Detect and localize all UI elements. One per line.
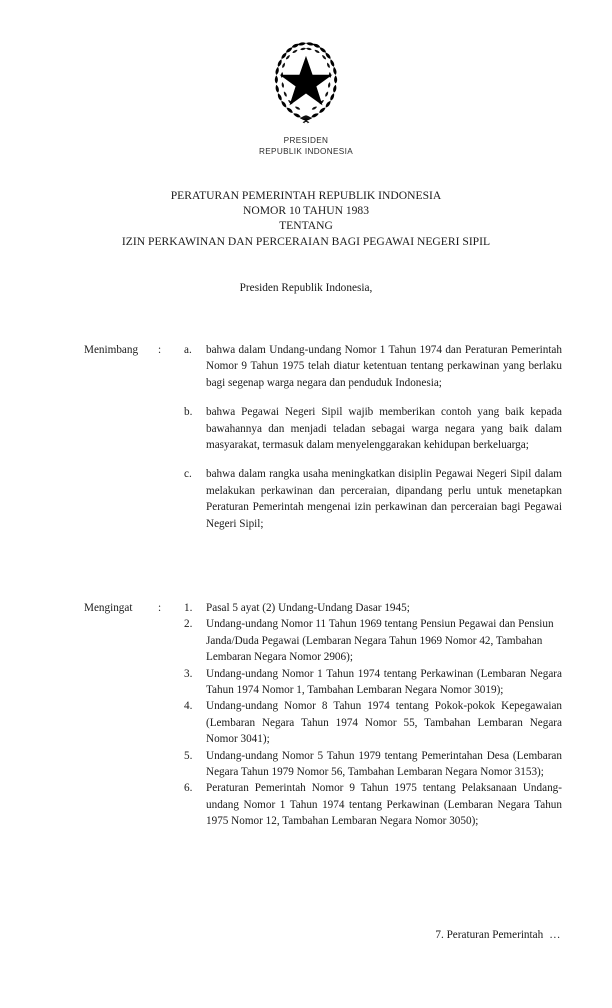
presidential-seal-icon: [263, 38, 349, 128]
clause-text: Undang-undang Nomor 11 Tahun 1969 tentang Pensiun Pegawai dan Pensiun Janda/Duda Pegawai (Lembaran Negara Tahun 1969 Nomor 42, Tambahan Lembaran Negara Nomor 2906);: [206, 618, 554, 664]
mengingat-colon: :: [158, 602, 162, 614]
clause-marker: 5.: [184, 749, 193, 762]
clause-text: Undang-undang Nomor 5 Tahun 1979 tentang Pemerintahan Desa (Lembaran Negara Tahun 1979 Nomor 56, Tambahan Lembaran Negara Nomor 3153);: [206, 749, 562, 779]
clause-text: Pasal 5 ayat (2) Undang-Undang Dasar 1945;: [206, 602, 410, 614]
section-menimbang: [84, 342, 562, 532]
title-line-regulation: PERATURAN PEMERINTAH REPUBLIK INDONESIA: [170, 189, 442, 202]
catchword-ellipsis: …: [549, 929, 562, 941]
clause-text: bahwa dalam rangka usaha meningkatkan disiplin Pegawai Negeri Sipil dalam melakukan perkawinan dan perceraian, dipandang perlu untuk menetapkan Peraturan Pemerintah mengenai izin perkawinan dan perceraian bagi Pegawai Negeri Sipil;: [206, 468, 562, 530]
emblem-caption-line2: REPUBLIK INDONESIA: [258, 147, 354, 156]
clause-marker: 1.: [184, 602, 193, 614]
opening-line: Presiden Republik Indonesia,: [239, 282, 373, 294]
mengingat-label: Mengingat: [84, 602, 133, 614]
clause-marker: c.: [184, 468, 192, 481]
document-title: [0, 188, 612, 249]
title-line-tentang: TENTANG: [279, 219, 333, 233]
masthead: [0, 38, 612, 157]
list-item: [184, 780, 562, 829]
menimbang-label: Menimbang: [84, 344, 139, 356]
list-item: [184, 600, 562, 616]
list-item: [184, 342, 562, 391]
clause-text: Peraturan Pemerintah Nomor 9 Tahun 1975 tentang Pelaksanaan Undang-undang Nomor 1 Tahun 1974 tentang Perkawinan (Lembaran Negara Tahun 1975 Nomor 12, Tambahan Lembaran Negara Nomor 3050);: [206, 782, 562, 828]
star-shape: [280, 56, 333, 105]
clause-marker: 2.: [184, 618, 193, 631]
clause-marker: 6.: [184, 782, 193, 795]
title-line-number: NOMOR 10 TAHUN 1983: [242, 204, 370, 218]
title-line-subject: IZIN PERKAWINAN DAN PERCERAIAN BAGI PEGAWAI NEGERI SIPIL: [121, 234, 491, 248]
clause-marker: 3.: [184, 667, 193, 680]
clause-text: Undang-undang Nomor 8 Tahun 1974 tentang Pokok-pokok Kepegawaian (Lembaran Negara Tahun 1974 Nomor 55, Tambahan Lembaran Negara Nomor 3041);: [206, 700, 562, 746]
list-item: [184, 698, 562, 747]
mengingat-items: [184, 600, 562, 830]
list-item: [184, 748, 562, 781]
list-item: [184, 666, 562, 699]
menimbang-colon: :: [158, 344, 162, 356]
clause-text: bahwa dalam Undang-undang Nomor 1 Tahun 1974 dan Peraturan Pemerintah Nomor 9 Tahun 1975 telah diatur ketentuan tentang perkawinan yang berlaku bagi segenap warga negara dan penduduk Indonesia;: [206, 344, 562, 389]
section-mengingat: [84, 600, 562, 830]
clause-text: bahwa Pegawai Negeri Sipil wajib memberikan contoh yang baik kepada bawahannya dan menjadi teladan sebagai warga negara yang baik dalam masyarakat, termasuk dalam menyelenggarakan kehidupan berkeluarga;: [206, 406, 562, 452]
clause-marker: a.: [184, 344, 192, 356]
page-catchword: [0, 928, 562, 943]
emblem-caption: [0, 135, 612, 157]
clause-marker: 4.: [184, 700, 193, 713]
menimbang-items: [184, 342, 562, 532]
list-item: [184, 404, 562, 453]
clause-text: Undang-undang Nomor 1 Tahun 1974 tentang Perkawinan (Lembaran Negara Tahun 1974 Nomor 1, Tambahan Lembaran Negara Nomor 3019);: [206, 667, 562, 697]
emblem-caption-line1: PRESIDEN: [283, 136, 329, 145]
catchword-text: 7. Peraturan Pemerintah: [435, 929, 544, 941]
list-item: [184, 616, 562, 665]
list-item: [184, 466, 562, 532]
clause-marker: b.: [184, 406, 193, 419]
